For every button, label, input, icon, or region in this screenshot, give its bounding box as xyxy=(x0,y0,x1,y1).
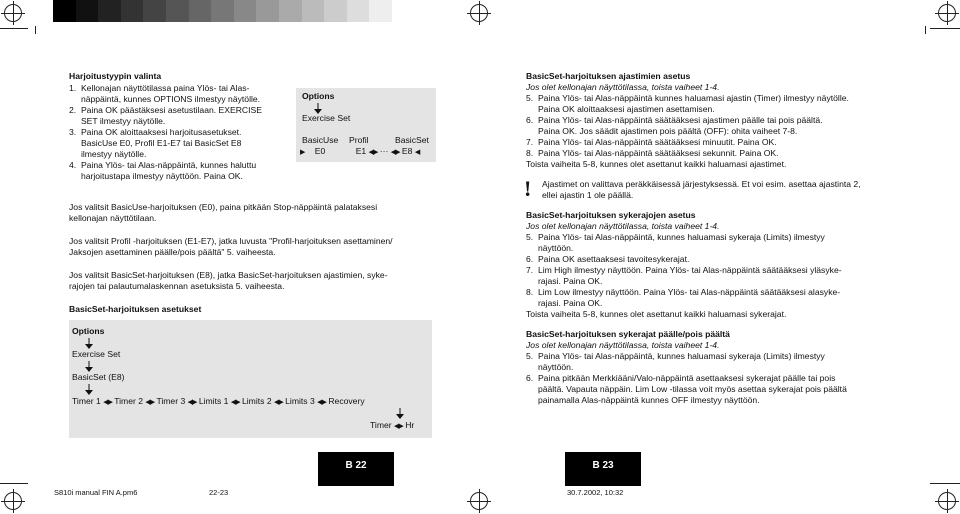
color-swatch xyxy=(234,0,257,22)
page-number-left: B 22 xyxy=(318,452,394,486)
step-line: BasicUse E0, Profil E1-E7 tai BasicSet E8 xyxy=(69,138,242,148)
step-line: 3. Paina OK aloittaaksesi harjoitusasetukset. xyxy=(69,127,242,137)
crop-mark xyxy=(0,28,28,29)
color-swatch xyxy=(121,0,144,22)
step-line: 8. Paina Ylös- tai Alas-näppäintä säätääksesi sekunnit. Paina OK. xyxy=(526,148,779,158)
e8-label: E8 xyxy=(401,146,413,156)
timer-steps xyxy=(526,93,926,170)
registration-mark-bottom-right xyxy=(938,492,956,510)
registration-mark-top-right xyxy=(938,4,956,22)
step-line: 4. Paina Ylös- tai Alas-näppäintä, kunnes haluttu xyxy=(69,160,257,170)
step-line: päältä. Vapauta näppäin. Lim Low -tilassa voit myös asettaa sykerajat pois päältä xyxy=(526,384,847,394)
paragraph-line: Jos valitsit Profil -harjoituksen (E1-E7), jatka luvusta "Profil-harjoituksen asettaminen/ xyxy=(69,236,393,246)
footer-pages: 22-23 xyxy=(209,488,229,497)
paragraphs xyxy=(69,202,393,304)
footer-filename: S810i manual FIN A.pm6 xyxy=(54,488,138,497)
double-arrow-icon: ◀▶ xyxy=(103,399,112,406)
double-arrow-icon: ◀▶ xyxy=(145,399,155,406)
step-line: ilmestyy näytölle. xyxy=(69,149,147,159)
timers-limits-row xyxy=(72,396,365,408)
color-swatch xyxy=(143,0,166,22)
section-heading: Harjoitustyypin valinta xyxy=(69,71,162,81)
onoff-steps xyxy=(526,351,926,406)
section-subheading: BasicSet-harjoituksen asetukset xyxy=(69,304,202,314)
color-swatch xyxy=(53,0,76,22)
exercise-set-label: Exercise Set xyxy=(72,349,121,359)
timer2-label: Timer 2 xyxy=(114,396,144,406)
timer-hr-row xyxy=(370,420,414,432)
step-line: Toista vaiheita 5-8, kunnes olet asettanut kaikki haluamasi ajastimet. xyxy=(526,159,787,169)
color-swatch xyxy=(324,0,347,22)
step-line: näyttöön. xyxy=(526,362,574,372)
options-diagram xyxy=(296,88,436,162)
timer-section-heading: BasicSet-harjoituksen ajastimien asetus xyxy=(526,71,691,81)
crop-mark xyxy=(930,483,960,484)
paragraph-line: Jos valitsit BasicSet-harjoituksen (E8), jatka BasicSet-harjoituksen ajastimien, syke- xyxy=(69,270,388,280)
basicset-label: BasicSet xyxy=(395,135,429,145)
options-label: Options xyxy=(302,91,335,101)
step-line: painamalla Alas-näppäintä kunnes OFF ilmestyy näyttöön. xyxy=(526,395,760,405)
step-line: 6. Paina OK asettaaksesi tavoitesykerajat. xyxy=(526,254,690,264)
recovery-label: Recovery xyxy=(328,396,365,406)
step-line: näyttöön. xyxy=(526,243,574,253)
color-swatch xyxy=(369,0,392,22)
paragraph-line: Jaksojen asettaminen päälle/pois päältä" 5. vaiheesta. xyxy=(69,247,276,257)
step-line: 5. Paina Ylös- tai Alas-näppäintä, kunnes haluamasi sykeraja (Limits) ilmestyy xyxy=(526,232,825,242)
paragraph xyxy=(69,236,393,258)
color-swatch xyxy=(256,0,279,22)
exercise-set-label: Exercise Set xyxy=(302,113,351,123)
color-swatch xyxy=(98,0,121,22)
timer-section-subtitle: Jos olet kellonajan näyttötilassa, toista vaiheet 1-4. xyxy=(526,82,720,92)
e0-label: E0 xyxy=(314,146,326,156)
color-swatch xyxy=(279,0,302,22)
step-line: rajasi. Paina OK. xyxy=(526,276,603,286)
double-arrow-icon: ◀▶ xyxy=(390,149,400,156)
crop-mark xyxy=(0,483,28,484)
step-line: Paina OK. Jos säädit ajastimen pois päältä (OFF): ohita vaiheet 7-8. xyxy=(526,126,798,136)
step-line: rajasi. Paina OK. xyxy=(526,298,603,308)
crop-mark xyxy=(35,26,36,34)
color-swatch-bar xyxy=(53,0,415,22)
registration-mark-top-left xyxy=(4,4,22,22)
e-codes-row xyxy=(300,146,419,158)
registration-mark-top-center xyxy=(470,4,488,22)
double-arrow-icon: ◀▶ xyxy=(368,149,378,156)
paragraph-line: kellonajan näyttötilaan. xyxy=(69,213,157,223)
registration-mark-bottom-center xyxy=(470,492,488,510)
color-swatch xyxy=(76,0,99,22)
step-list xyxy=(69,83,262,182)
timer3-label: Timer 3 xyxy=(156,396,186,406)
crop-mark xyxy=(925,26,926,34)
timer1-label: Timer 1 xyxy=(72,396,101,406)
page-number-right: B 23 xyxy=(565,452,641,486)
step-line: 7. Lim High ilmestyy näyttöön. Paina Ylös- tai Alas-näppäintä säätääksesi yläsyke- xyxy=(526,265,842,275)
limits1-label: Limits 1 xyxy=(198,396,229,406)
basicset-e8-label: BasicSet (E8) xyxy=(72,372,125,382)
double-arrow-icon: ◀▶ xyxy=(394,423,403,430)
step-line: 6. Paina Ylös- tai Alas-näppäintä säätääksesi ajastimen päälle tai pois päältä. xyxy=(526,115,823,125)
color-swatch xyxy=(347,0,370,22)
step-line: näppäintä, kunnes OPTIONS ilmestyy näytölle. xyxy=(69,94,261,104)
profil-label: Profil xyxy=(349,135,369,145)
left-arrow-icon: ◀ xyxy=(414,149,420,156)
onoff-section-subtitle: Jos olet kellonajan näyttötilassa, toista vaiheet 1-4. xyxy=(526,340,720,350)
right-column xyxy=(526,71,926,406)
step-line: Paina OK aloittaaksesi ajastimen asettamisen. xyxy=(526,104,715,114)
step-line: 2. Paina OK päästäksesi asetustilaan. EXERCISE xyxy=(69,105,262,115)
double-arrow-icon: ◀▶ xyxy=(273,399,283,406)
limits2-label: Limits 2 xyxy=(241,396,272,406)
step-line: 6. Paina pitkään Merkkiääni/Valo-näppäintä asettaaksesi sykerajat päälle tai pois xyxy=(526,373,836,383)
hr-label: Hr xyxy=(405,420,415,430)
warning-line: ellei ajastin 1 ole päällä. xyxy=(542,190,634,200)
registration-mark-bottom-left xyxy=(4,492,22,510)
step-line: 7. Paina Ylös- tai Alas-näppäintä säätääksesi minuutit. Paina OK. xyxy=(526,137,777,147)
color-swatch xyxy=(166,0,189,22)
paragraph-line: rajojen tai palautumalaskennan asetuksista 5. vaiheesta. xyxy=(69,281,285,291)
limits-steps xyxy=(526,232,926,320)
warning-note xyxy=(524,176,926,201)
step-line: SET ilmestyy näytölle. xyxy=(69,116,166,126)
paragraph xyxy=(69,202,393,224)
color-swatch xyxy=(392,0,415,22)
warning-line: Ajastimet on valittava peräkkäisessä järjestyksessä. Et voi esim. asettaa ajastinta 2, xyxy=(542,179,861,189)
step-line: 5. Paina Ylös- tai Alas-näppäintä, kunnes haluamasi sykeraja (Limits) ilmestyy xyxy=(526,351,825,361)
step-line: 5. Paina Ylös- tai Alas-näppäintä kunnes haluamasi ajastin (Timer) ilmestyy näytölle. xyxy=(526,93,849,103)
limits3-label: Limits 3 xyxy=(285,396,315,406)
color-swatch xyxy=(302,0,325,22)
step-line: 8. Lim Low ilmestyy näyttöön. Paina Ylös- tai Alas-näppäintä säätääksesi alasyke- xyxy=(526,287,841,297)
basicset-diagram xyxy=(69,320,432,438)
paragraph-line: Jos valitsit BasicUse-harjoituksen (E0), paina pitkään Stop-näppäintä palataksesi xyxy=(69,202,378,212)
basicuse-label: BasicUse xyxy=(302,135,339,145)
footer-date: 30.7.2002, 10:32 xyxy=(567,488,624,497)
color-swatch xyxy=(189,0,212,22)
limits-section-heading: BasicSet-harjoituksen sykerajojen asetus xyxy=(526,210,696,220)
timer-label: Timer xyxy=(370,420,392,430)
step-line: harjoitustapa ilmestyy näyttöön. Paina OK. xyxy=(69,171,243,181)
onoff-section-heading: BasicSet-harjoituksen sykerajat päälle/pois päältä xyxy=(526,329,730,339)
double-arrow-icon: ◀▶ xyxy=(317,399,326,406)
e1-label: E1 xyxy=(355,146,367,156)
crop-mark xyxy=(930,28,960,29)
limits-section-subtitle: Jos olet kellonajan näyttötilassa, toista vaiheet 1-4. xyxy=(526,221,720,231)
double-arrow-icon: ◀▶ xyxy=(187,399,197,406)
step-line: 1. Kellonajan näyttötilassa paina Ylös- tai Alas- xyxy=(69,83,250,93)
step-line: Toista vaiheita 5-8, kunnes olet asettanut kaikki haluamasi sykerajat. xyxy=(526,309,787,319)
double-arrow-icon: ◀▶ xyxy=(230,399,240,406)
right-arrow-icon: ▶ xyxy=(300,149,305,156)
color-swatch xyxy=(211,0,234,22)
ellipsis-label: ··· xyxy=(379,146,389,156)
warning-exclamation-icon: ! xyxy=(524,176,532,201)
options-label: Options xyxy=(72,326,105,336)
paragraph xyxy=(69,270,393,292)
